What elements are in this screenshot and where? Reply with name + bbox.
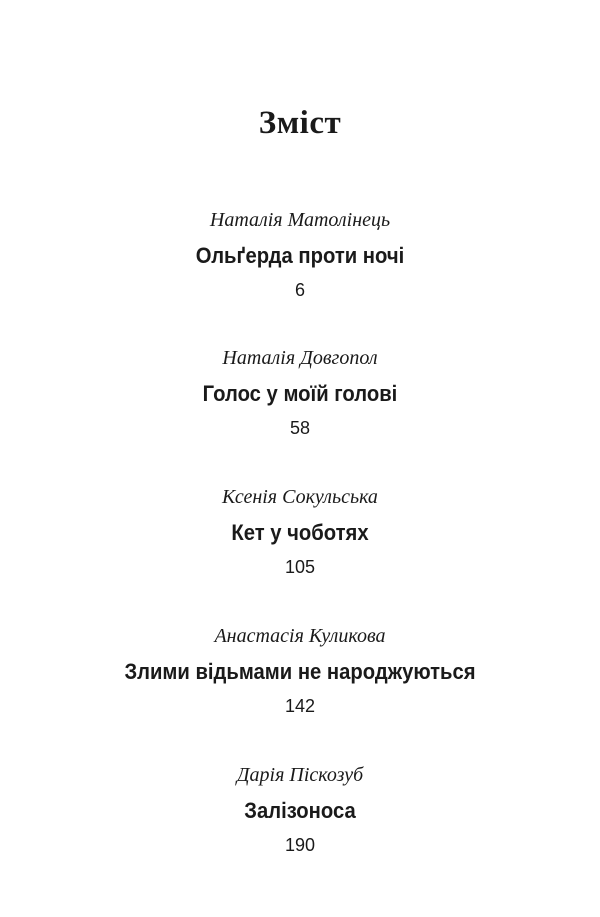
entry-title: Залізоноса bbox=[244, 798, 356, 823]
entry-author: Дарія Піскозуб bbox=[236, 764, 364, 786]
entry-author: Наталія Довгопол bbox=[222, 347, 378, 369]
toc-entry bbox=[0, 208, 600, 301]
entry-page-number: 6 bbox=[294, 280, 305, 300]
entry-title: Злими відьмами не народжуються bbox=[124, 659, 476, 684]
toc-entry bbox=[0, 346, 600, 439]
entry-author: Анастасія Куликова bbox=[214, 625, 386, 647]
entry-page-number: 142 bbox=[284, 696, 316, 716]
entry-page-number: 190 bbox=[284, 835, 316, 855]
entry-author: Ксенія Сокульська bbox=[222, 486, 378, 508]
toc-entry bbox=[0, 763, 600, 856]
entry-author: Наталія Матолінець bbox=[209, 209, 391, 231]
toc-heading: Зміст bbox=[258, 105, 342, 141]
entry-title: Голос у моїй голові bbox=[202, 381, 398, 406]
toc-entry bbox=[0, 485, 600, 578]
entry-page-number: 105 bbox=[284, 557, 316, 577]
entry-page-number: 58 bbox=[289, 418, 311, 438]
entry-title: Ольґерда проти ночі bbox=[195, 243, 405, 268]
entry-title: Кет у чоботях bbox=[231, 520, 369, 545]
toc-entry bbox=[0, 624, 600, 717]
